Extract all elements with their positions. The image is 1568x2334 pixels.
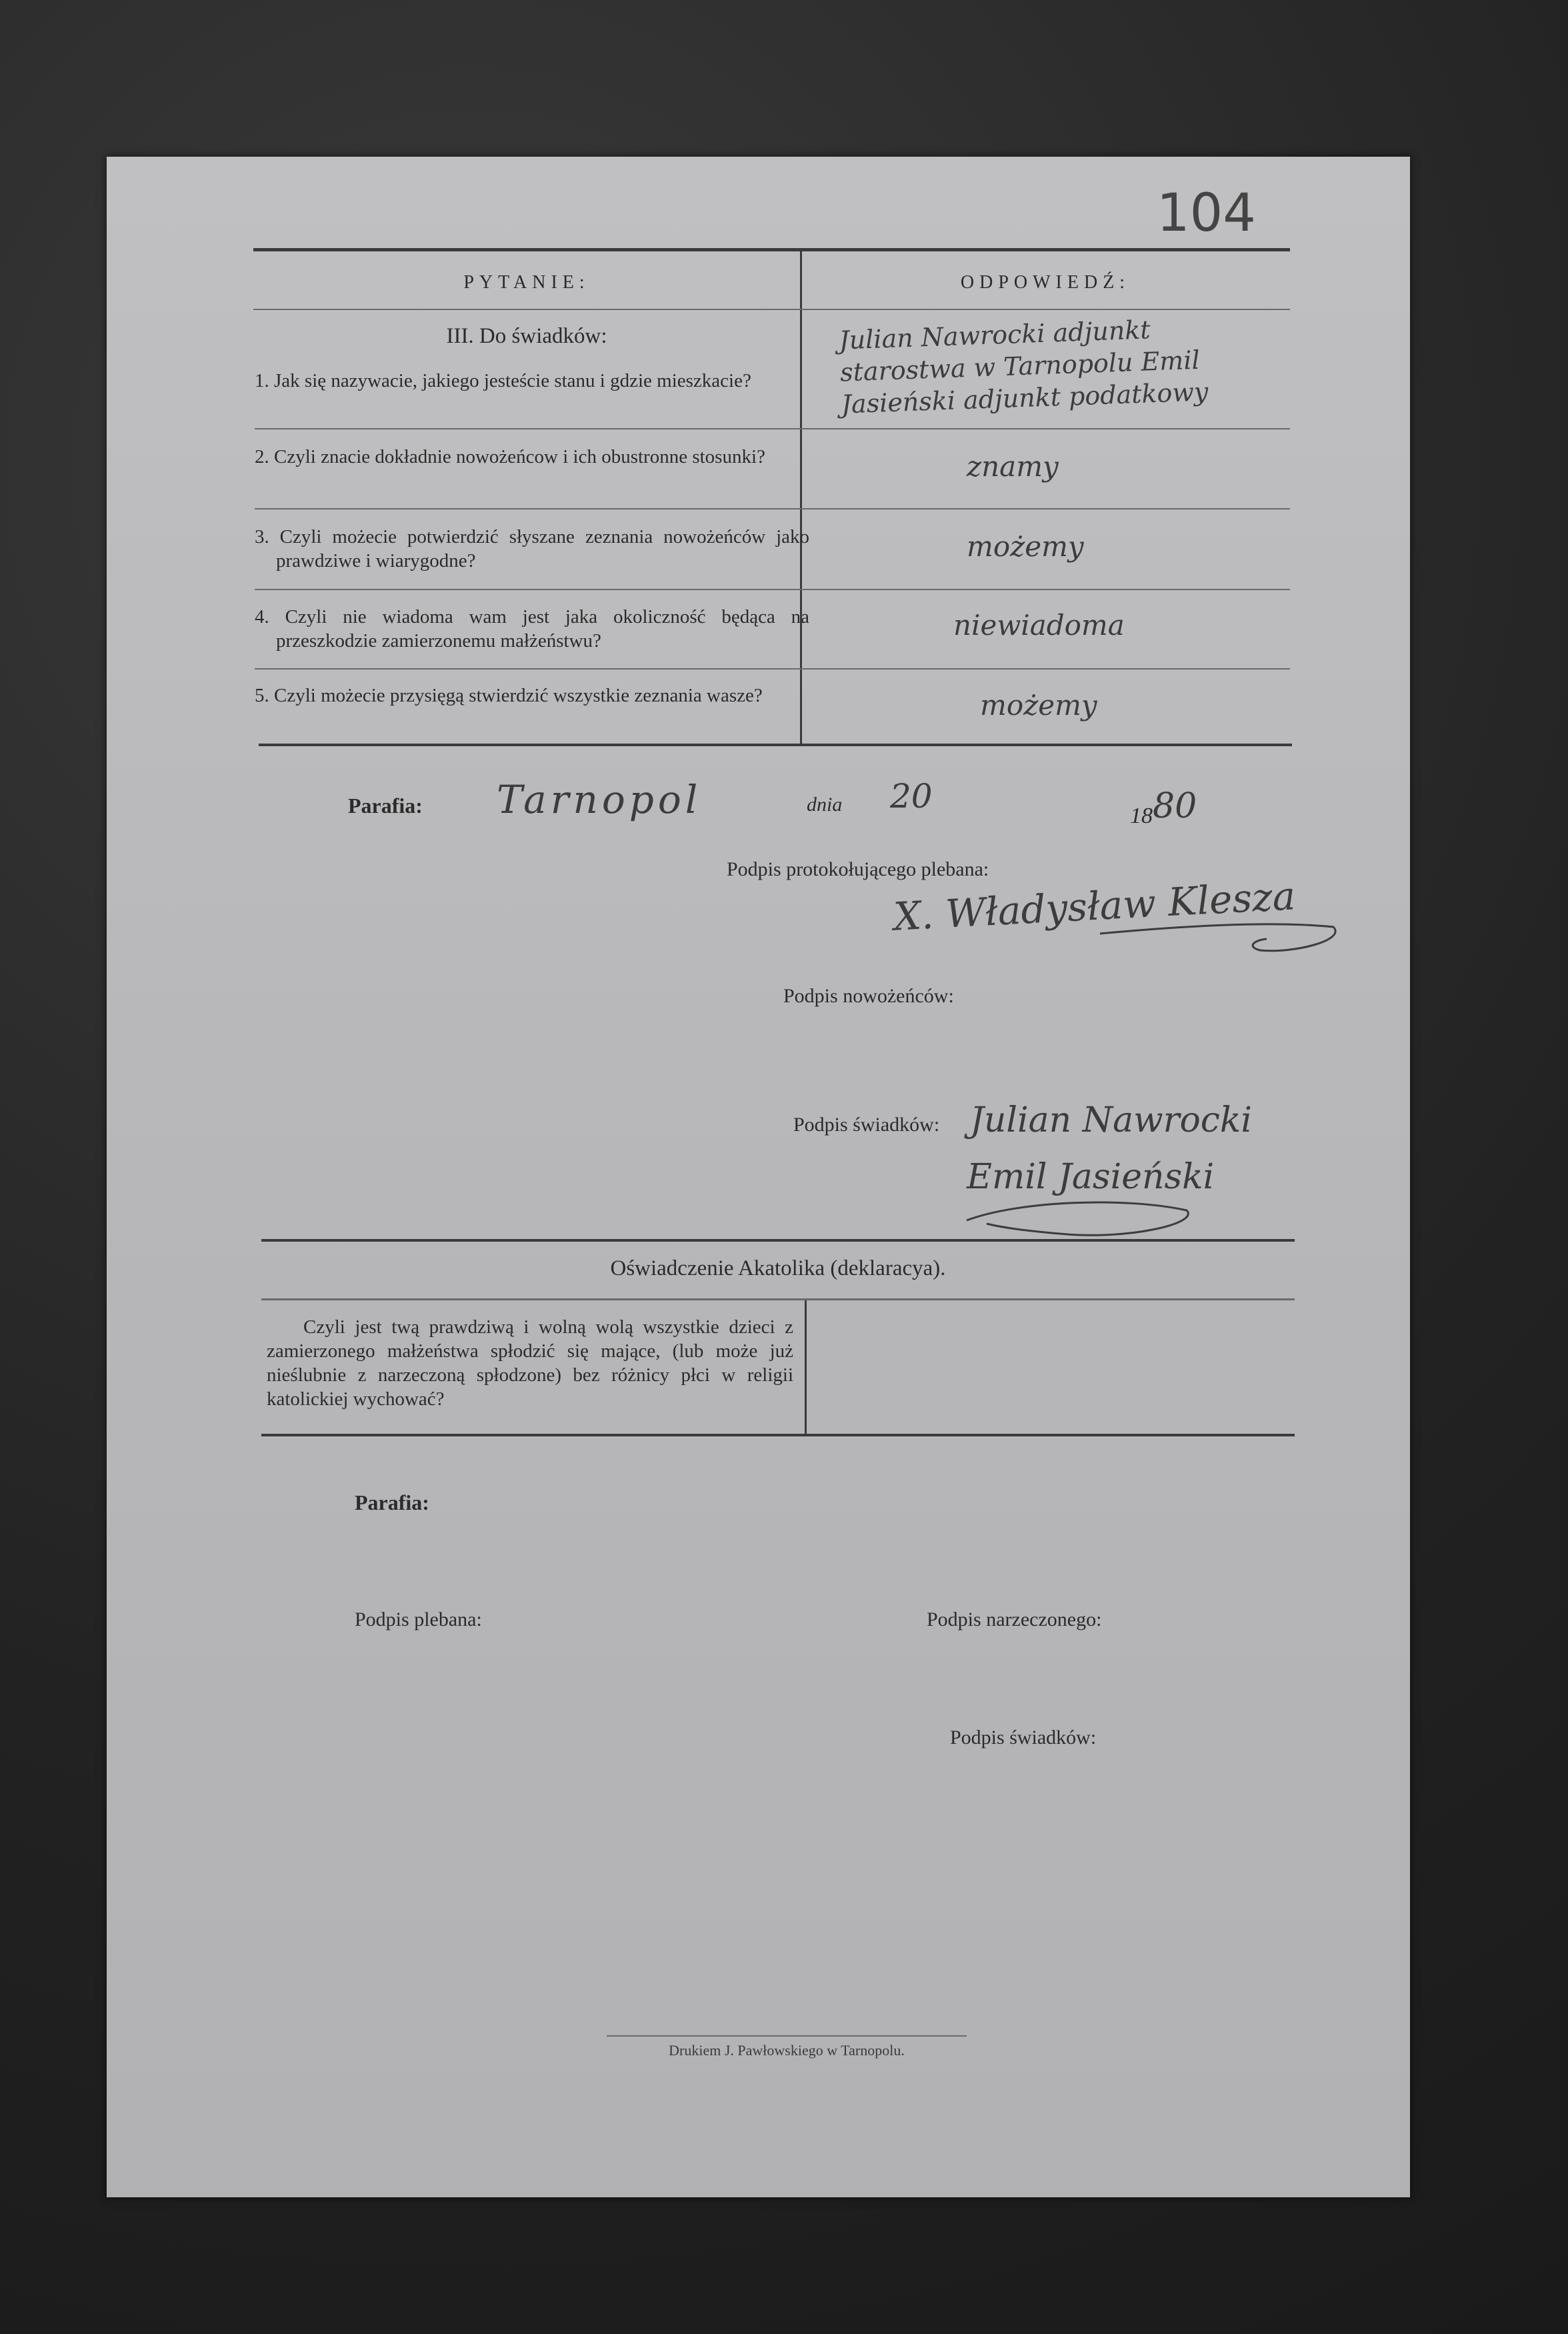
imprint-rule	[607, 2035, 967, 2037]
witness-1-signature: Julian Nawrocki	[970, 1100, 1253, 1140]
year-printed	[1130, 786, 1197, 832]
day-label: dnia	[807, 794, 843, 816]
day-value: 20	[890, 777, 933, 816]
document-page	[107, 157, 1410, 2197]
declaration-column-divider	[805, 1300, 807, 1434]
question-3: 3. Czyli możecie potwierdzić słyszane zeznania nowożeńców jako prawdziwe i wiarygodne?	[255, 526, 809, 571]
declaration-top-rule	[261, 1239, 1295, 1242]
page-number: 104	[1157, 183, 1256, 243]
table1-column-divider	[800, 251, 802, 745]
declaration-question: Czyli jest twą prawdziwą i wolną wolą wszystkie dzieci z zamierzonego małżeństwa spłodzić się mające, (lub może już nieślubnie z narzeczoną spłodzone) bez różnicy płci w religii katolickiej wychować?	[267, 1316, 793, 1410]
declaration-header-rule	[261, 1298, 1295, 1300]
row-rule-1	[255, 428, 1290, 429]
answer-2: znamy	[967, 450, 1059, 483]
table1-bottom-rule	[259, 744, 1292, 746]
section-title: III. Do świadków:	[446, 324, 607, 348]
newlyweds-signature-label: Podpis nowożeńców:	[783, 985, 954, 1007]
witnesses-signature-label-2: Podpis świadków:	[950, 1726, 1097, 1748]
header-rule	[253, 309, 1290, 310]
answer-3: możemy	[967, 530, 1084, 563]
question-2: 2. Czyli znacie dokładnie nowożeńcow i ich obustronne stosunki?	[255, 446, 765, 467]
question-4: 4. Czyli nie wiadoma wam jest jaka okoliczność będąca na przeszkodzie zamierzonemu małżeństwu?	[255, 606, 809, 652]
answer-5: możemy	[980, 689, 1097, 722]
priest-signature: X. Władysław Klesza	[892, 873, 1297, 940]
groom-signature-label: Podpis narzeczonego:	[927, 1608, 1102, 1630]
printer-imprint: Drukiem J. Pawłowskiego w Tarnopolu.	[669, 2042, 905, 2059]
declaration-title: Oświadczenie Akatolika (deklaracya).	[610, 1256, 946, 1280]
question-1: 1. Jak się nazywacie, jakiego jesteście stanu i gdzie mieszkacie?	[255, 370, 751, 391]
year-prefix: 18	[1130, 804, 1153, 828]
priest-signature-flourish	[1093, 914, 1347, 967]
answer-4: niewiadoma	[953, 609, 1125, 642]
year-suffix: 80	[1153, 786, 1197, 826]
row-rule-2	[255, 508, 1290, 509]
table1-top-rule	[253, 248, 1290, 251]
priest-signature-label: Podpis protokołującego plebana:	[727, 858, 989, 880]
answer-column-header: ODPOWIEDŹ:	[960, 272, 1131, 293]
parish-label-2: Parafia:	[355, 1490, 429, 1514]
declaration-bottom-rule	[261, 1434, 1295, 1436]
row-rule-3	[255, 589, 1290, 590]
parish-place: Tarnopol	[497, 777, 702, 822]
parish-label: Parafia:	[348, 794, 423, 818]
priest-signature-label-2: Podpis plebana:	[355, 1608, 482, 1630]
answer-1: Julian Nawrocki adjunkt starostwa w Tarnopolu Emil Jasieński adjunkt podatkowy	[838, 315, 1209, 419]
witness-2-signature: Emil Jasieński	[967, 1157, 1215, 1197]
question-5: 5. Czyli możecie przysięgą stwierdzić wszystkie zeznania wasze?	[255, 685, 763, 706]
witnesses-signature-label: Podpis świadków:	[793, 1114, 940, 1136]
question-column-header: PYTANIE:	[463, 272, 590, 293]
row-rule-4	[255, 668, 1290, 670]
